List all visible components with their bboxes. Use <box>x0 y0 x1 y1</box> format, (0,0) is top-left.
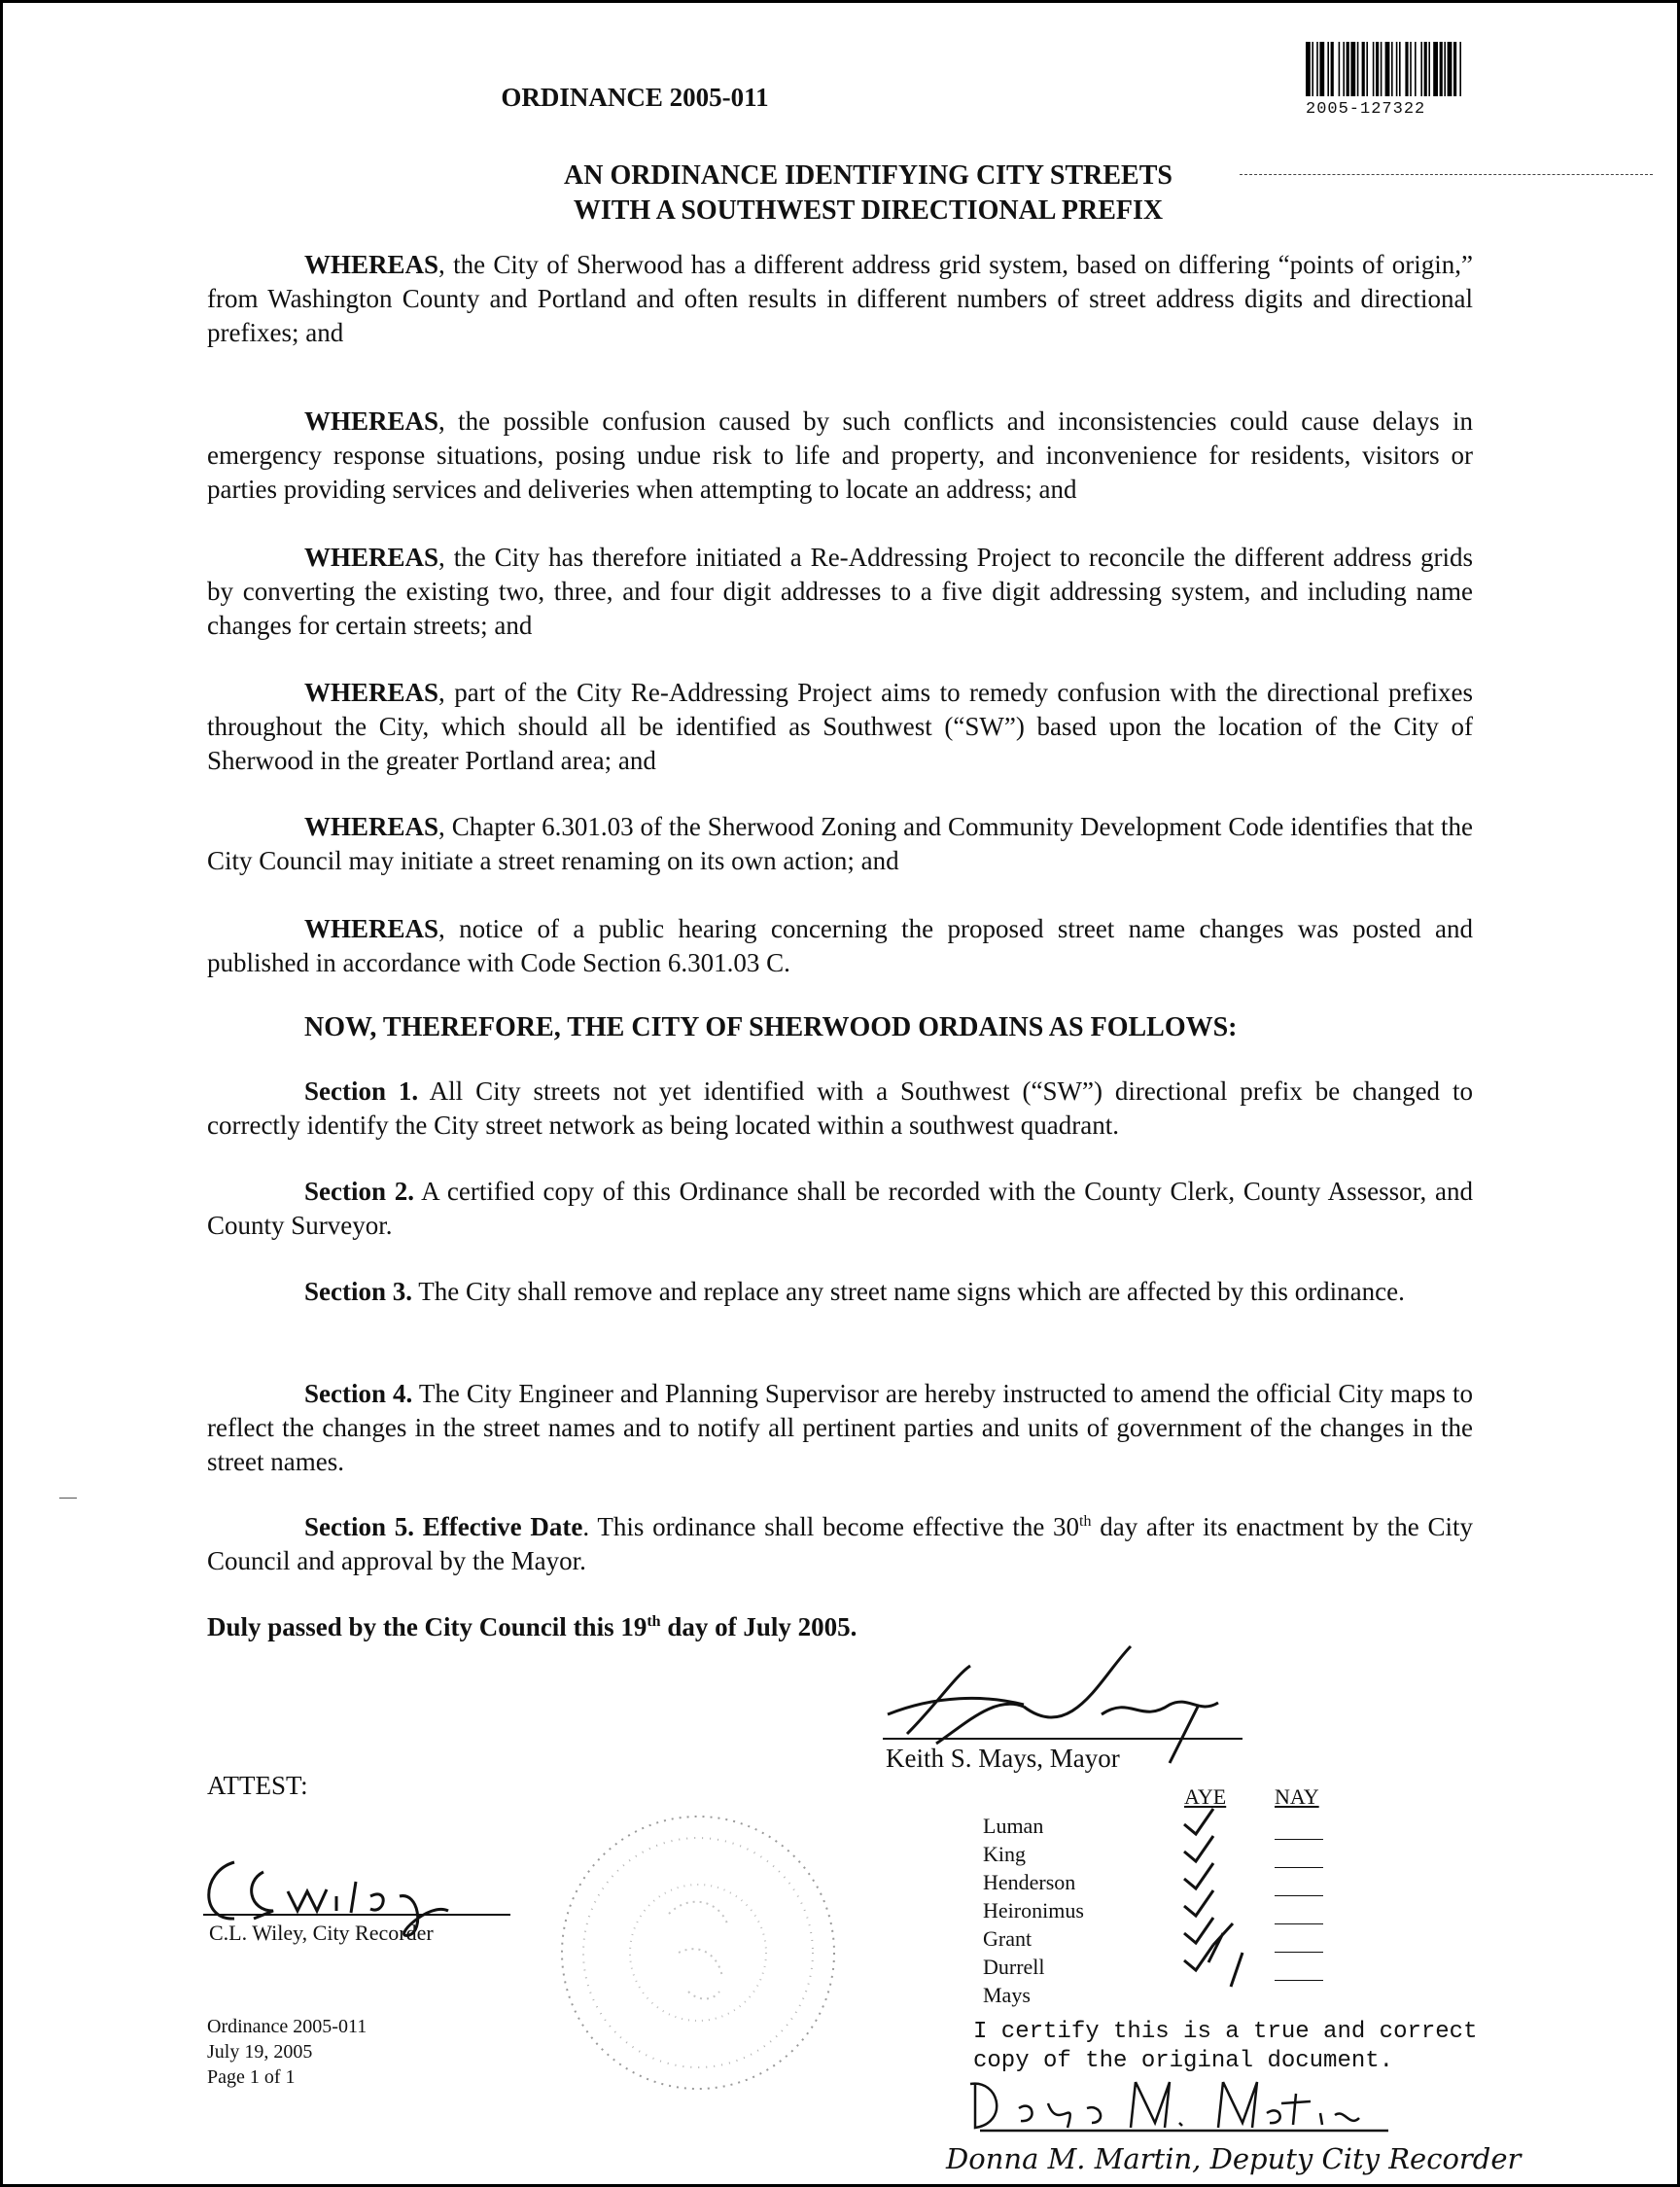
ordinal-suffix: th <box>1079 1513 1092 1530</box>
section-3 <box>207 1275 1473 1309</box>
section-text: A certified copy of this Ordinance shall be recorded with the County Clerk, County Assessor, and County Surveyor. <box>207 1177 1473 1240</box>
whereas-text: , Chapter 6.301.03 of the Sherwood Zoning and Community Development Code identifies that the City Council may initiate a street renaming on its own action; and <box>207 812 1473 875</box>
section-4 <box>207 1377 1473 1479</box>
certification-line-1: I certify this is a true and correct <box>973 2019 1478 2045</box>
barcode <box>1306 42 1597 96</box>
section-2 <box>207 1175 1473 1243</box>
heading-line-1: AN ORDINANCE IDENTIFYING CITY STREETS <box>564 160 1172 191</box>
section-text: The City Engineer and Planning Supervisor are hereby instructed to amend the official City maps to reflect the changes in the street names and to notify all pertinent parties and units of government of the changes in the street names. <box>207 1379 1474 1476</box>
voter-name: Grant <box>983 1926 1032 1951</box>
whereas-text: , notice of a public hearing concerning the proposed street name changes was posted and published in accordance with Code Section 6.301.03 C. <box>207 914 1473 977</box>
ordinance-title: ORDINANCE 2005-011 <box>501 83 769 112</box>
section-lead: Section 4. <box>304 1379 413 1408</box>
voter-name: Mays <box>983 1983 1031 2007</box>
certification-line-2: copy of the original document. <box>973 2048 1394 2074</box>
voter-name: Luman <box>983 1814 1044 1838</box>
city-seal-emboss <box>552 1807 844 2099</box>
section-text: All City streets not yet identified with a Southwest (“SW”) directional prefix be changed to correctly identify the City street network as being located within a southwest quadrant. <box>207 1076 1473 1140</box>
nay-blank <box>1275 1867 1323 1868</box>
nay-blank <box>1275 1952 1323 1953</box>
voter-name: King <box>983 1842 1026 1866</box>
deputy-recorder-name: Donna M. Martin, Deputy City Recorder <box>946 2142 1522 2175</box>
whereas-clause-1 <box>207 248 1473 350</box>
section-text: The City shall remove and replace any street name signs which are affected by this ordinance. <box>412 1277 1405 1306</box>
document-footer <box>207 2014 367 2090</box>
aye-checkmarks <box>1174 1807 1262 1992</box>
voter-name: Heironimus <box>983 1898 1084 1922</box>
duly-passed <box>207 1612 857 1642</box>
nay-blank <box>1275 1895 1323 1896</box>
margin-mark <box>59 1498 77 1499</box>
voter-name: Henderson <box>983 1870 1076 1894</box>
whereas-lead: WHEREAS <box>304 406 439 436</box>
vote-nay-header: NAY <box>1275 1784 1319 1809</box>
whereas-clause-6 <box>207 912 1473 980</box>
nay-blank <box>1275 1839 1323 1840</box>
whereas-clause-3 <box>207 541 1473 643</box>
duly-passed-text: day of July 2005. <box>660 1612 858 1641</box>
whereas-text: , part of the City Re-Addressing Project aims to remedy confusion with the directional prefixes throughout the City, which should all be identified as Southwest (“SW”) based upon the location of the City of Sherwood in the greater Portland area; and <box>207 678 1473 775</box>
whereas-lead: WHEREAS <box>304 678 439 707</box>
barcode-number: 2005-127322 <box>1306 100 1426 119</box>
whereas-text: , the City has therefore initiated a Re-Addressing Project to reconcile the different address grids by converting the existing two, three, and four digit addresses to a five digit addressing system, and including name changes for certain streets; and <box>207 543 1473 640</box>
mayor-name: Keith S. Mays, Mayor <box>886 1744 1120 1773</box>
whereas-text: , the City of Sherwood has a different address grid system, based on differing “points of origin,” from Washington County and Portland and often results in different numbers of street address digits and directional prefixes; and <box>207 250 1473 347</box>
nay-blank <box>1275 1980 1323 1981</box>
heading-line-2: WITH A SOUTHWEST DIRECTIONAL PREFIX <box>573 195 1164 226</box>
mayor-signature-line <box>883 1738 1242 1740</box>
footer-ordinance: Ordinance 2005-011 <box>207 2016 368 2037</box>
section-lead: Section 2. <box>304 1177 414 1206</box>
nay-blank <box>1275 1923 1323 1924</box>
section-text: day after its enactment by the City Council and approval by the Mayor. <box>207 1512 1473 1575</box>
whereas-clause-5 <box>207 810 1473 878</box>
document-heading <box>3 159 1680 229</box>
certification-stamp <box>973 2018 1477 2076</box>
whereas-text: , the possible confusion caused by such conflicts and inconsistencies could cause delays in emergency response situations, posing undue risk to life and property, and inconvenience for residents, visitors or parties providing services and deliveries when attempting to locate an address; and <box>207 406 1473 504</box>
ordains-heading: NOW, THEREFORE, THE CITY OF SHERWOOD ORDAINS AS FOLLOWS: <box>304 1012 1238 1042</box>
section-lead: Section 3. <box>304 1277 412 1306</box>
whereas-lead: WHEREAS <box>304 812 439 841</box>
recorder-signature-line <box>203 1914 510 1916</box>
voter-name: Durrell <box>983 1955 1045 1979</box>
whereas-lead: WHEREAS <box>304 543 439 572</box>
section-lead: Section 1. <box>304 1076 419 1106</box>
section-bold-title: Effective Date <box>422 1512 583 1541</box>
whereas-clause-2 <box>207 405 1473 507</box>
attest-label: ATTEST: <box>207 1771 308 1800</box>
section-lead: Section 5. <box>304 1512 414 1541</box>
deputy-signature <box>961 2074 1408 2134</box>
heading-rule <box>1240 174 1653 175</box>
duly-passed-text: Duly passed by the City Council this 19 <box>207 1612 648 1641</box>
recorder-name: C.L. Wiley, City Recorder <box>209 1921 434 1945</box>
whereas-lead: WHEREAS <box>304 914 439 943</box>
whereas-lead: WHEREAS <box>304 250 439 279</box>
section-text: . This ordinance shall become effective the 30 <box>582 1512 1080 1541</box>
section-1 <box>207 1075 1473 1143</box>
ordinal-suffix: th <box>647 1613 661 1630</box>
section-5 <box>207 1510 1473 1578</box>
footer-date: July 19, 2005 <box>207 2041 313 2063</box>
vote-aye-header: AYE <box>1184 1784 1227 1809</box>
footer-page: Page 1 of 1 <box>207 2066 296 2088</box>
whereas-clause-4 <box>207 676 1473 778</box>
